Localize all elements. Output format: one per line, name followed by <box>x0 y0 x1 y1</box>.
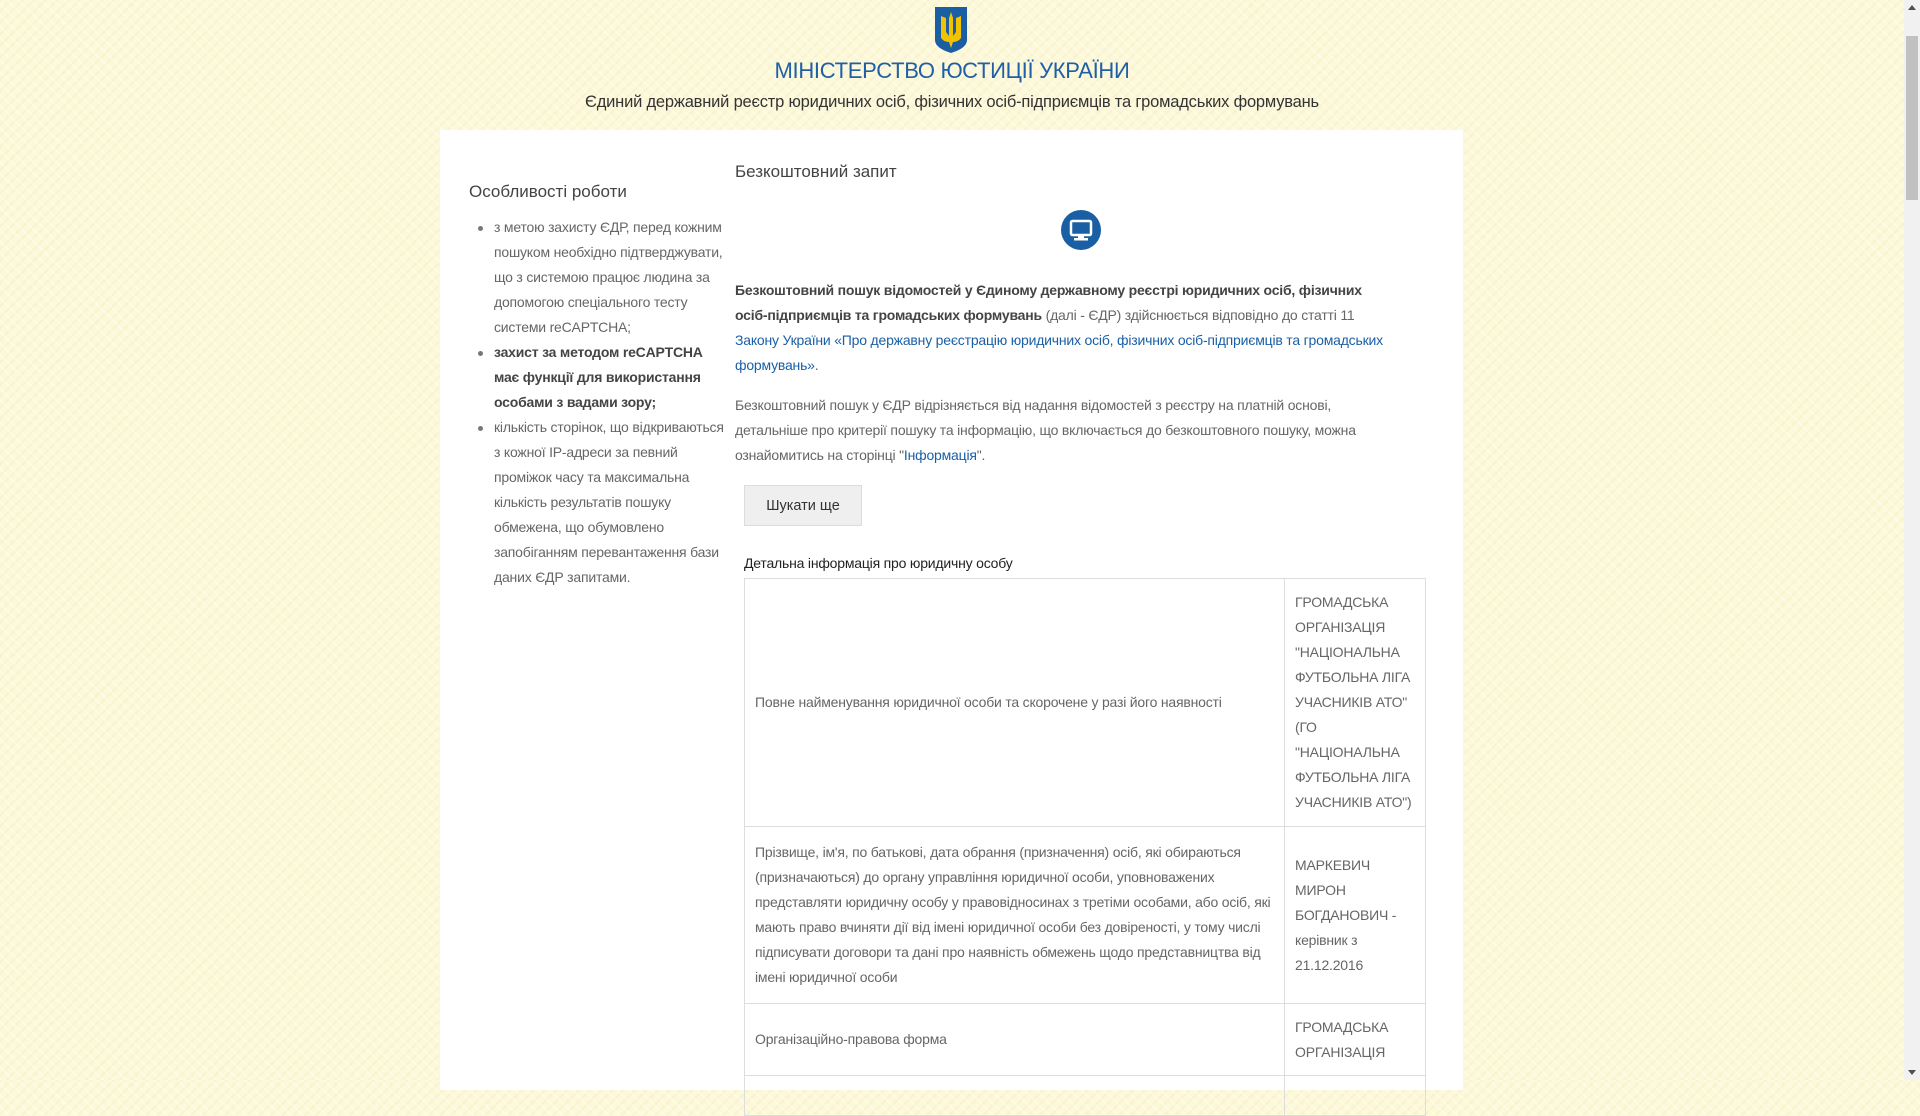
entity-details-table <box>744 578 1426 1116</box>
scroll-down-arrow-icon[interactable] <box>1908 1070 1916 1075</box>
row-label: Повне найменування юридичної особи та скорочене у разі його наявності <box>745 579 1285 827</box>
table-caption: Детальна інформація про юридичну особу <box>744 555 1013 571</box>
law-link[interactable]: Закону України «Про державну реєстрацію юридичних осіб, фізичних осіб-підприємців та громадських формувань» <box>735 332 1383 373</box>
row-value: ГРОМАДСЬКА ОРГАНІЗАЦІЯ <box>1285 1004 1426 1076</box>
scroll-up-arrow-icon[interactable] <box>1908 5 1916 10</box>
row-label <box>745 1076 1285 1116</box>
row-label: Прізвище, ім'я, по батькові, дата обрання (призначення) осіб, які обираються (призначаються) до органу управління юридичної особи, уповноважених представляти юридичну особу у правовідносинах з третіми особами, або осіб, які мають право вчиняти дії від імені юридичної особи без довіреності, у тому числі підписувати договори та дані про наявність обмежень щодо представництва від імені юридичної особи <box>745 827 1285 1004</box>
features-list <box>469 215 726 590</box>
sidebar-heading: Особливості роботи <box>469 182 627 201</box>
row-value: ГРОМАДСЬКА ОРГАНІЗАЦІЯ "НАЦІОНАЛЬНА ФУТБОЛЬНА ЛІГА УЧАСНИКІВ АТО" (ГО "НАЦІОНАЛЬНА ФУТБОЛЬНА ЛІГА УЧАСНИКІВ АТО") <box>1285 579 1426 827</box>
row-value <box>1285 1076 1426 1116</box>
row-value: МАРКЕВИЧ МИРОН БОГДАНОВИЧ - керівник з 21.12.2016 <box>1285 827 1426 1004</box>
intro-text: (далі - ЄДР) здійснюється відповідно до статті 11 <box>1041 307 1355 323</box>
list-item: з метою захисту ЄДР, перед кожним пошуком необхідно підтверджувати, що з системою працює людина за допомогою спеціального тесту системи reCAPTCHA; <box>494 215 726 340</box>
intro-paragraph <box>735 278 1395 378</box>
registry-subtitle: Єдиний державний реєстр юридичних осіб, фізичних осіб-підприємців та громадських формувань <box>585 93 1319 111</box>
table-row <box>745 1004 1426 1076</box>
row-label: Організаційно-правова форма <box>745 1004 1285 1076</box>
intro-bold: Безкоштовний пошук відомостей у Єдиному державному реєстрі юридичних осіб, фізичних осіб-підприємців та громадських формувань <box>735 282 1362 323</box>
info-text: Безкоштовний пошук у ЄДР відрізняється від надання відомостей з реєстру на платній основі, детальніше про критерії пошуку та інформацію, що включається до безкоштовного пошуку, можна ознайомитись на сторінці " <box>735 397 1356 463</box>
list-item: захист за методом reCAPTCHA має функції для використання особами з вадами зору; <box>494 340 726 415</box>
information-link[interactable]: Інформація <box>903 447 977 463</box>
search-again-button[interactable]: Шукати ще <box>744 485 862 526</box>
table-row <box>745 827 1426 1004</box>
scrollbar-thumb[interactable] <box>1906 36 1918 200</box>
page-title: Безкоштовний запит <box>735 162 897 181</box>
table-row <box>745 579 1426 827</box>
intro-end: . <box>814 357 819 373</box>
info-end: ". <box>976 447 986 463</box>
monitor-icon <box>1061 210 1101 250</box>
ministry-title: МІНІСТЕРСТВО ЮСТИЦІЇ УКРАЇНИ <box>774 58 1130 83</box>
coat-of-arms-logo <box>934 6 968 54</box>
info-paragraph <box>735 393 1395 468</box>
list-item: кількість сторінок, що відкриваються з кожної IP-адреси за певний проміжок часу та максимальна кількість результатів пошуку обмежена, що обумовлено запобіганням перевантаження бази даних ЄДР запитами. <box>494 415 726 590</box>
table-row <box>745 1076 1426 1116</box>
